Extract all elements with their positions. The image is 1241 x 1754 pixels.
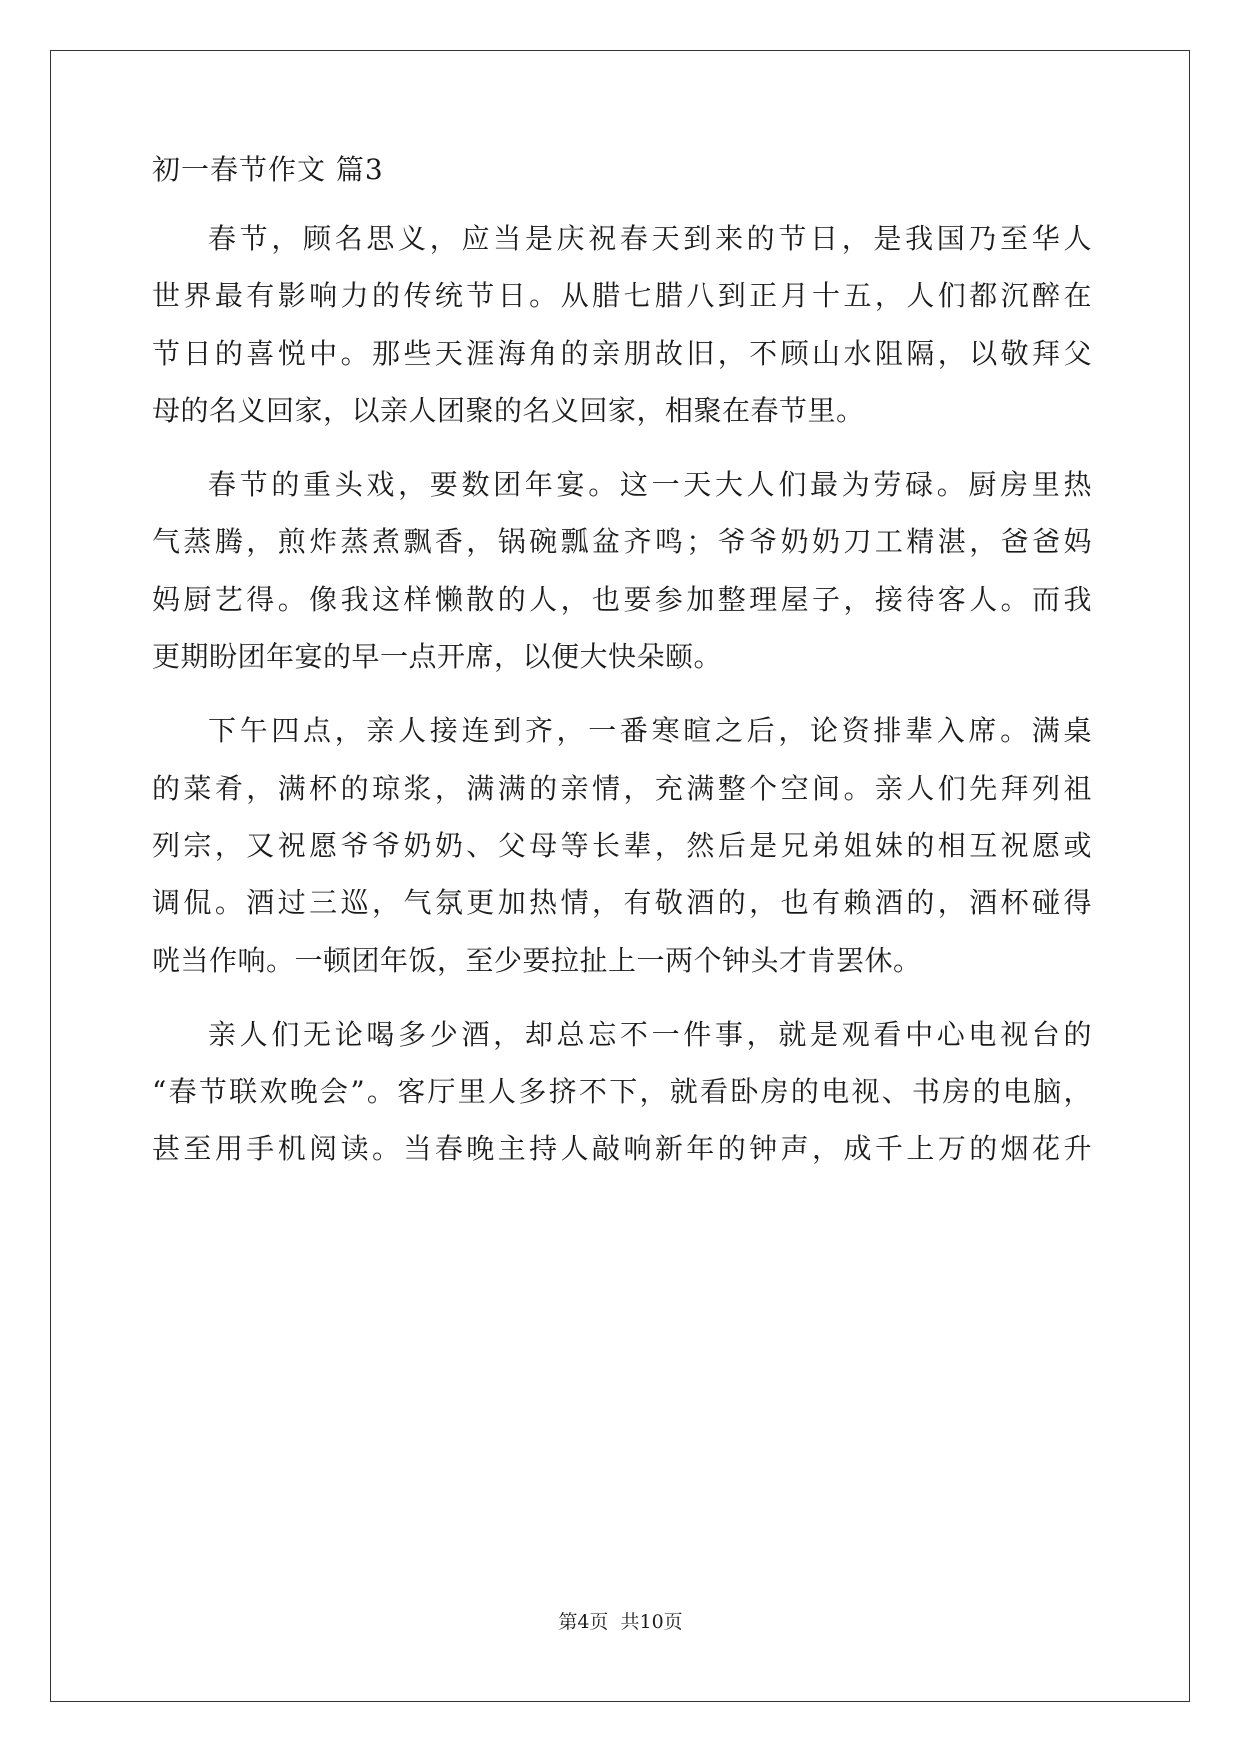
paragraph-4 (152, 1006, 1092, 1178)
paragraph-line: “春节联欢晚会”。客厅里人多挤不下，就看卧房的电视、书房的电脑， (152, 1075, 1092, 1109)
paragraph-line: 气蒸腾，煎炸蒸煮飘香，锅碗瓢盆齐鸣；爷爷奶奶刀工精湛，爸爸妈 (152, 525, 1092, 559)
document-body (152, 150, 1092, 1195)
paragraph-1 (152, 210, 1092, 439)
paragraph-line: 甚至用手机阅读。当春晚主持人敲响新年的钟声，成千上万的烟花升 (152, 1132, 1092, 1166)
paragraph-line: 更期盼团年宴的早一点开席，以便大快朵颐。 (152, 640, 723, 674)
paragraph-2 (152, 456, 1092, 685)
paragraph-line: 春节，顾名思义，应当是庆祝春天到来的节日，是我国乃至华人 (208, 222, 1092, 255)
paragraph-line: 列宗，又祝愿爷爷奶奶、父母等长辈，然后是兄弟姐妹的相互祝愿或 (152, 828, 1092, 862)
paragraph-3 (152, 702, 1092, 988)
paragraph-line: 调侃。酒过三巡，气氛更加热情，有敬酒的，也有赖酒的，酒杯碰得 (152, 886, 1092, 920)
paragraph-line: 亲人们无论喝多少酒，却总忘不一件事，就是观看中心电视台的 (208, 1017, 1092, 1051)
paragraph-line: 的菜肴，满杯的琼浆，满满的亲情，充满整个空间。亲人们先拜列祖 (152, 771, 1092, 805)
paragraph-line: 世界最有影响力的传统节日。从腊七腊八到正月十五，人们都沉醉在 (152, 279, 1092, 313)
paragraph-line: 节日的喜悦中。那些天涯海角的亲朋故旧，不顾山水阻隔，以敬拜父 (152, 336, 1092, 370)
paragraph-line: 下午四点，亲人接连到齐，一番寒暄之后，论资排辈入席。满桌 (208, 714, 1092, 748)
paragraph-line: 春节的重头戏，要数团年宴。这一天大人们最为劳碌。厨房里热 (208, 468, 1092, 502)
paragraph-line: 母的名义回家，以亲人团聚的名义回家，相聚在春节里。 (152, 393, 865, 427)
paragraph-line: 咣当作响。一顿团年饭，至少要拉扯上一两个钟头才肯罢休。 (152, 943, 922, 977)
page-number-footer: 第4页 共10页 (558, 1611, 683, 1633)
section-heading: 初一春节作文 篇3 (152, 153, 384, 186)
paragraph-line: 妈厨艺得。像我这样懒散的人，也要参加整理屋子，接待客人。而我 (152, 582, 1092, 616)
